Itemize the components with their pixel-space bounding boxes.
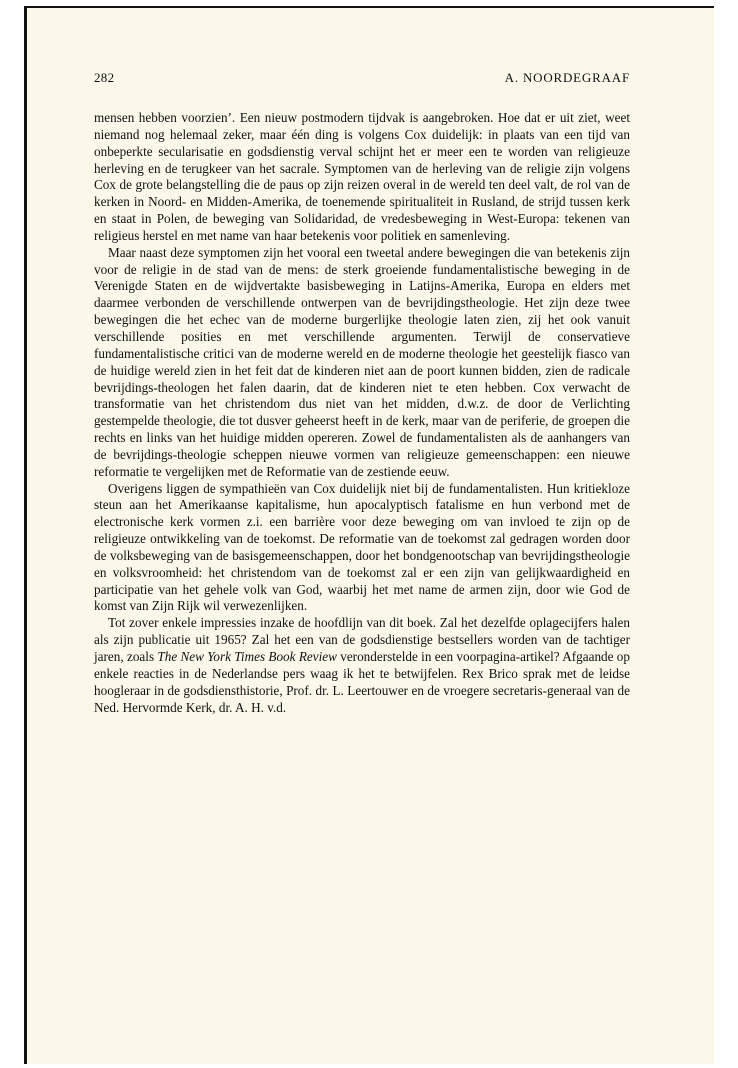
paragraph: mensen hebben voorzien’. Een nieuw postmodern tijdvak is aangebroken. Hoe dat er uit ziet, weet niemand nog helemaal zeker, maar één ding is volgens Cox duidelijk: in plaats van een tijd van onbeperkte secularisatie en godsdienstig verval schijnt het er meer een te worden van religieuze herleving en de terugkeer van het sacrale. Symptomen van de herleving van de religie zijn volgens Cox de grote belangstelling die de paus op zijn reizen overal in de wereld ten deel valt, de rol van de kerken in Noord- en Midden-Amerika, de toenemende spiritualiteit in Rusland, de strijd tussen kerk en staat in Polen, de beweging van Solidaridad, de vredesbeweging in West-Europa: tekenen van religieus herstel en met name van haar betekenis voor politiek en samenleving.: [94, 110, 630, 243]
paragraph-text: Tot zover enkele impressies inzake de hoofdlijn van dit boek. Zal het dezelfde oplagecijfers halen als zijn publicatie uit 1965? Zal het een van de godsdienstige bestsellers worden van de tachtiger jaren, zoals: [94, 615, 630, 664]
body-text: [94, 110, 630, 716]
paragraph: [94, 615, 630, 716]
page-number: 282: [94, 70, 115, 85]
paragraph: Overigens liggen de sympathieën van Cox duidelijk niet bij de fundamentalisten. Hun kritiekloze steun aan het Amerikaanse kapitalisme, hun apocalyptisch fatalisme en hun verbond met de electronische kerk vormen z.i. een barrière voor deze beweging om van invloed te zijn op de religieuze ontwikkeling van de toekomst. De reformatie van de toekomst zal gedragen worden door de volksbeweging van de basisgemeenschappen, door het bondgenootschap van bevrijdingstheologie en volksvroomheid: het christendom van de toekomst zal er een zijn van gelijkwaardigheid en participatie van het gehele volk van God, waarbij het met name de armen zijn, door wie God de komst van Zijn Rijk wil verwezenlijken.: [94, 480, 630, 614]
running-head: A. NOORDEGRAAF: [504, 70, 630, 85]
book-title: The New York Times Book Review: [157, 649, 337, 664]
paragraph-text: veronderstelde in een voorpagina-artikel? Afgaande op enkele reacties in de Nederlandse pers waag ik het te betwijfelen. Rex Brico sprak met de leidse hoogleraar in de godsdiensthistorie, Prof. dr. L. Leertouwer en de vroegere secretaris-generaal van de Ned. Hervormde Kerk, dr. A. H. v.d.: [94, 649, 630, 715]
paragraph: Maar naast deze symptomen zijn het vooral een tweetal andere bewegingen die van betekenis zijn voor de religie in de stad van de mens: de sterk groeiende fundamentalistische beweging in de Verenigde Staten en de wijdvertakte basisbeweging in Latijns-Amerika, Europa en elders met daarmee verbonden de verschillende ontwerpen van de bevrijdingstheologie. Het zijn deze twee bewegingen die het echec van de moderne burgerlijke theologie laten zien, zij het ook vanuit verschillende posities en met verschillende argumenten. Terwijl de conservatieve fundamentalistische critici van de moderne wereld en de moderne theologie het geestelijk fiasco van de huidige wereld zien in het feit dat de kinderen niet aan de poort kunnen bidden, zien de radicale bevrijdings-theologen het falen daarin, dat de kinderen niet te eten hebben. Cox verwacht de transformatie van het christendom dus niet van het midden, d.w.z. de door de Verlichting gestempelde theologie, die tot dusver geheerst heeft in de kerk, maar van de periferie, de groepen die rechts en links van het huidige midden opereren. Zowel de fundamentalisten als de aanhangers van de bevrijdings-theologie scheppen nieuwe vormen van religieuze gemeenschappen: een nieuwe reformatie te vergelijken met de Reformatie van de zestiende eeuw.: [94, 244, 630, 479]
